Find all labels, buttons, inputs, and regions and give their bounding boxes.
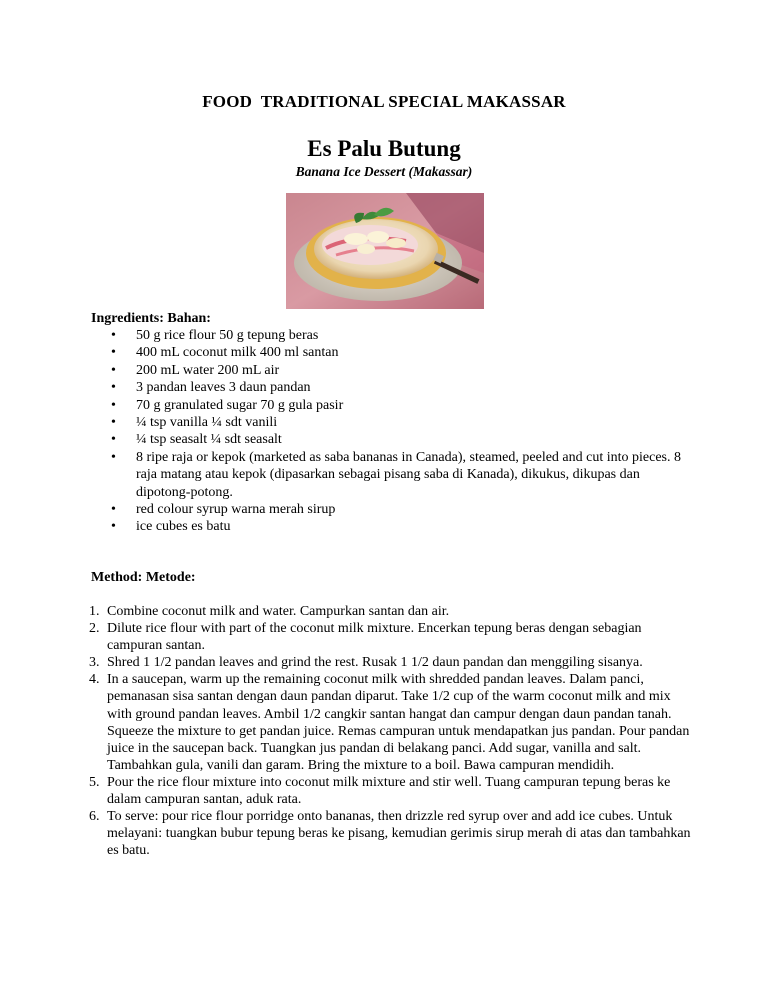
recipe-title: Es Palu Butung (307, 136, 461, 161)
document-header: FOOD TRADITIONAL SPECIAL MAKASSAR (202, 92, 566, 111)
ingredient-text: ¼ tsp vanilla ¼ sdt vanili (136, 415, 278, 431)
list-item (91, 518, 691, 535)
ingredients-list (91, 327, 691, 536)
bullet: • (111, 345, 116, 361)
bullet: • (111, 432, 116, 448)
list-item (91, 327, 691, 344)
ingredient-text: 3 pandan leaves 3 daun pandan (136, 380, 311, 396)
ingredient-text: red colour syrup warna merah sirup (136, 502, 336, 518)
step-number: 6. (89, 809, 100, 825)
ingredient-text: ¼ tsp seasalt ¼ sdt seasalt (136, 432, 282, 448)
method-step (91, 774, 691, 808)
bullet: • (111, 328, 116, 343)
bullet: • (111, 362, 116, 378)
bullet: • (111, 397, 116, 413)
method-step (91, 671, 691, 774)
method-step (91, 603, 691, 620)
step-number: 3. (89, 655, 100, 671)
step-number: 2. (89, 621, 100, 637)
step-text: Combine coconut milk and water. Campurkan santan dan air. (107, 604, 450, 619)
bullet: • (111, 502, 116, 518)
method-step (91, 808, 691, 859)
ingredient-text: 200 mL water 200 mL air (136, 362, 280, 378)
ingredient-text: 50 g rice flour 50 g tepung beras (136, 328, 319, 343)
list-item (91, 379, 691, 396)
method-list (91, 603, 691, 859)
list-item (91, 397, 691, 414)
bullet: • (111, 415, 116, 431)
step-number: 5. (89, 774, 100, 790)
list-item (91, 414, 691, 431)
bullet: • (111, 380, 116, 396)
method-step (91, 620, 691, 654)
bullet: • (111, 449, 116, 465)
ingredient-text: 8 ripe raja or kepok (marketed as saba bananas in Canada), steamed, peeled and cut into pieces. 8 raja matang atau kepok (dipasarkan sebagai pisang saba di Kanada), dikukus, dikupas dan dipotong-potong. (136, 449, 682, 500)
ingredient-text: ice cubes es batu (136, 519, 231, 535)
ingredients-heading: Ingredients: Bahan: (91, 311, 211, 326)
list-item (91, 501, 691, 518)
step-text: Dilute rice flour with part of the coconut milk mixture. Encerkan tepung beras dengan sebagian campuran santan. (107, 621, 642, 654)
method-heading: Method: Metode: (91, 570, 196, 585)
list-item (91, 449, 691, 501)
dessert-photo (286, 193, 484, 309)
step-text: To serve: pour rice flour porridge onto bananas, then drizzle red syrup over and add ice cubes. Untuk melayani: tuangkan bubur tepung beras ke pisang, kemudian gerimis sirup merah di atas dan tambahkan es batu. (107, 809, 691, 859)
list-item (91, 344, 691, 361)
ingredient-text: 400 mL coconut milk 400 ml santan (136, 345, 339, 361)
step-number: 1. (89, 604, 100, 619)
step-text: Shred 1 1/2 pandan leaves and grind the rest. Rusak 1 1/2 daun pandan dan menggiling sisanya. (107, 655, 643, 671)
bullet: • (111, 519, 116, 535)
method-step (91, 654, 691, 671)
step-text: In a saucepan, warm up the remaining coconut milk with shredded pandan leaves. Dalam panci, pemanasan sisa santan dengan daun pandan diparut. Take 1/2 cup of the warm coconut milk and mix with ground pandan leaves. Ambil 1/2 cangkir santan hangat dan campur dengan daun pandan tanah. Squeeze the mixture to get pandan juice. Remas campuran untuk mendapatkan jus pandan. Pour pandan juice in the saucepan back. Tuangkan jus pandan di belakang panci. Add sugar, vanilla and salt. Tambahkan gula, vanili dan garam. Bring the mixture to a boil. Bawa campuran mendidih. (107, 672, 690, 773)
step-number: 4. (89, 672, 100, 688)
recipe-subtitle: Banana Ice Dessert (Makassar) (295, 164, 473, 179)
list-item (91, 431, 691, 448)
step-text: Pour the rice flour mixture into coconut milk mixture and stir well. Tuang campuran tepung beras ke dalam campuran santan, aduk rata. (107, 774, 671, 808)
ingredient-text: 70 g granulated sugar 70 g gula pasir (136, 397, 344, 413)
list-item (91, 362, 691, 379)
